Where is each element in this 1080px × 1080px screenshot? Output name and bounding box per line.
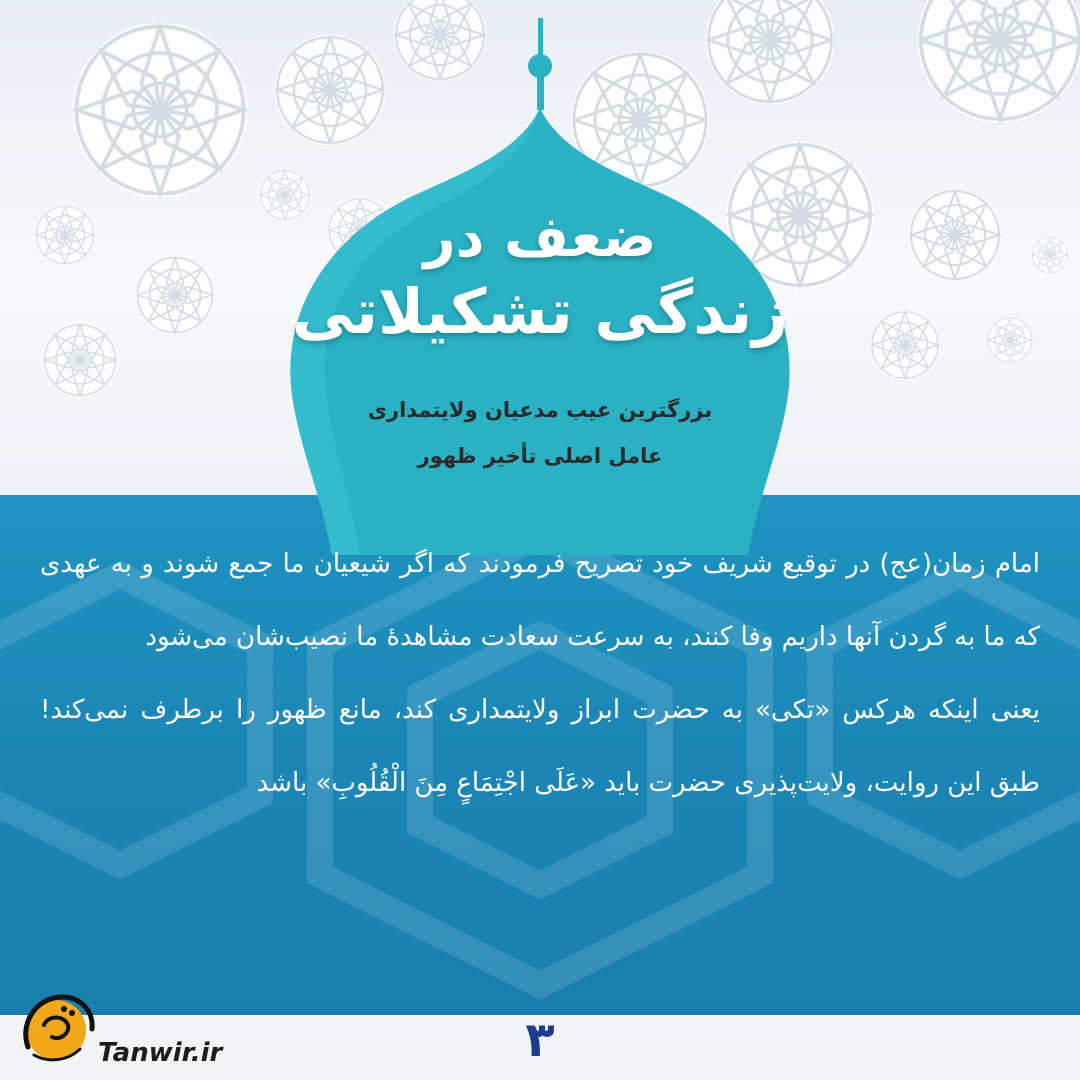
title-line-1: ضعف در bbox=[423, 205, 657, 270]
tanwir-logo-icon bbox=[14, 985, 104, 1075]
subtitle-line-1: بزرگترین عیب مدعیان ولایتمداری bbox=[367, 398, 713, 422]
brand-name: Tanwir.ir bbox=[98, 1038, 223, 1068]
paragraph-2: یعنی اینکه هرکس «تکی» به حضرت ابراز ولایتمداری کند، مانع ظهور را برطرف نمی‌کند! طبق این روایت، ولایت‌پذیری حضرت باید «عَلَی اجْتِمَاعٍ مِنَ الْقُلُوبِ» باشد bbox=[40, 695, 1040, 798]
paragraph-1: امام زمان(عج) در توقیع شریف خود تصریح فرمودند که اگر شیعیان ما جمع شوند و به عهدی که ما به گردن آنها داریم وفا کنند، به سرعت سعادت مشاهدهٔ ما نصیب‌شان می‌شود bbox=[40, 549, 1040, 652]
title-line-2: زندگی تشکیلاتی bbox=[292, 275, 788, 348]
subtitle-line-2: عامل اصلی تأخیر ظهور bbox=[417, 444, 663, 468]
page-number: ۳ bbox=[525, 1012, 555, 1068]
body-text bbox=[40, 528, 1040, 998]
